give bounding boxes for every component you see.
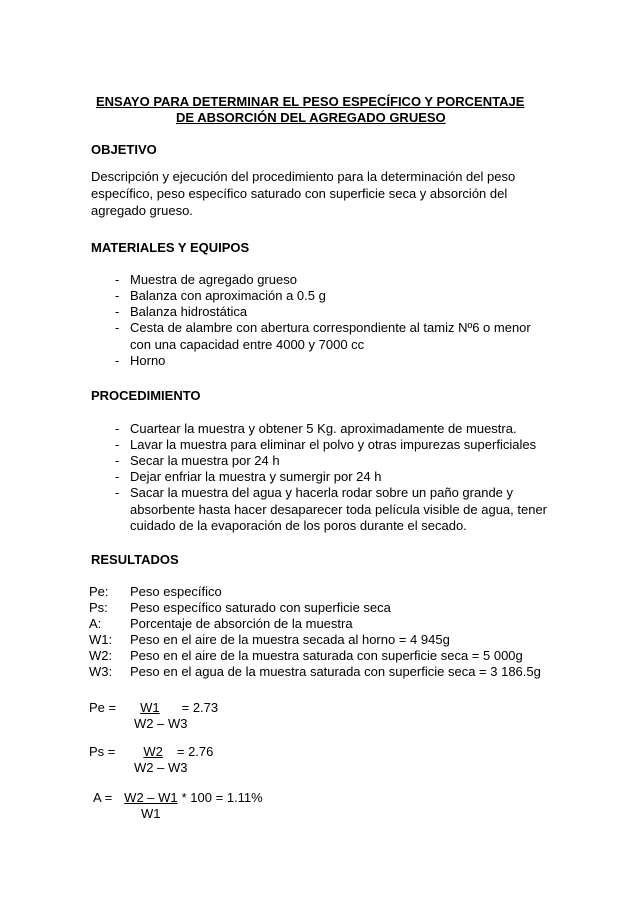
section-heading-procedimiento: PROCEDIMIENTO: [91, 388, 201, 403]
definition-code: Ps:: [89, 600, 108, 615]
section-heading-materiales: MATERIALES Y EQUIPOS: [91, 240, 250, 255]
list-item: Horno: [130, 353, 166, 368]
formula-numerator: W2: [143, 744, 163, 759]
list-bullet: -: [115, 288, 120, 303]
definition-text: Peso en el agua de la muestra saturada con superficie seca = 3 186.5g: [130, 664, 541, 679]
document-title-line1: ENSAYO PARA DETERMINAR EL PESO ESPECÍFICO Y PORCENTAJE: [96, 94, 525, 109]
section-heading-resultados: RESULTADOS: [91, 552, 179, 567]
list-item: Cuartear la muestra y obtener 5 Kg. aproximadamente de muestra.: [130, 421, 517, 436]
section-heading-objetivo: OBJETIVO: [91, 142, 157, 157]
list-bullet: -: [115, 469, 120, 484]
list-bullet: -: [115, 272, 120, 287]
definition-code: W3:: [89, 664, 113, 679]
formula-numerator: W2 – W1: [124, 790, 178, 805]
list-item: Cesta de alambre con abertura correspondiente al tamiz Nº6 o menor con una capacidad entre 4000 y 7000 cc: [130, 320, 531, 352]
formula-ps-denominator: W2 – W3: [134, 760, 188, 775]
list-bullet: -: [115, 453, 120, 468]
formula-a-denominator: W1: [141, 806, 161, 821]
document-title-line2: DE ABSORCIÓN DEL AGREGADO GRUESO: [176, 110, 446, 125]
formula-lhs: Pe =: [89, 700, 117, 715]
list-item: Sacar la muestra del agua y hacerla rodar sobre un paño grande y absorbente hasta hacer desaparecer toda película visible de agua, tener cuidado de la evaporación de los poros durante el secado.: [130, 485, 548, 533]
formula-result: = 2.73: [181, 700, 219, 715]
formula-pe: [89, 700, 218, 716]
formula-pe-denominator: W2 – W3: [134, 716, 188, 731]
formula-lhs: A =: [93, 790, 113, 805]
formula-numerator: W1: [140, 700, 160, 715]
formula-ps: [89, 744, 213, 760]
formula-result: = 2.76: [176, 744, 214, 759]
formula-a: [93, 790, 263, 806]
list-bullet: -: [115, 485, 120, 500]
list-bullet: -: [115, 437, 120, 452]
list-bullet: -: [115, 320, 120, 335]
list-item: Balanza hidrostática: [130, 304, 248, 319]
formula-result: * 100 = 1.11%: [181, 790, 263, 805]
list-item: Lavar la muestra para eliminar el polvo y otras impurezas superficiales: [130, 437, 537, 452]
definition-code: A:: [89, 616, 102, 631]
definition-text: Peso en el aire de la muestra secada al horno = 4 945g: [130, 632, 450, 647]
list-item: Balanza con aproximación a 0.5 g: [130, 288, 326, 303]
definition-text: Peso específico: [130, 584, 222, 599]
list-bullet: -: [115, 421, 120, 436]
definition-code: W1:: [89, 632, 113, 647]
definition-text: Peso específico saturado con superficie seca: [130, 600, 391, 615]
definition-code: W2:: [89, 648, 113, 663]
list-item: Secar la muestra por 24 h: [130, 453, 280, 468]
list-item: Muestra de agregado grueso: [130, 272, 297, 287]
list-bullet: -: [115, 304, 120, 319]
definition-text: Peso en el aire de la muestra saturada con superficie seca = 5 000g: [130, 648, 523, 663]
objetivo-paragraph: Descripción y ejecución del procedimiento para la determinación del peso específico, peso específico saturado con superficie seca y absorción del agregado grueso.: [91, 169, 516, 218]
definition-text: Porcentaje de absorción de la muestra: [130, 616, 353, 631]
formula-lhs: Ps =: [89, 744, 116, 759]
list-item: Dejar enfriar la muestra y sumergir por 24 h: [130, 469, 382, 484]
list-bullet: -: [115, 353, 120, 368]
definition-code: Pe:: [89, 584, 109, 599]
